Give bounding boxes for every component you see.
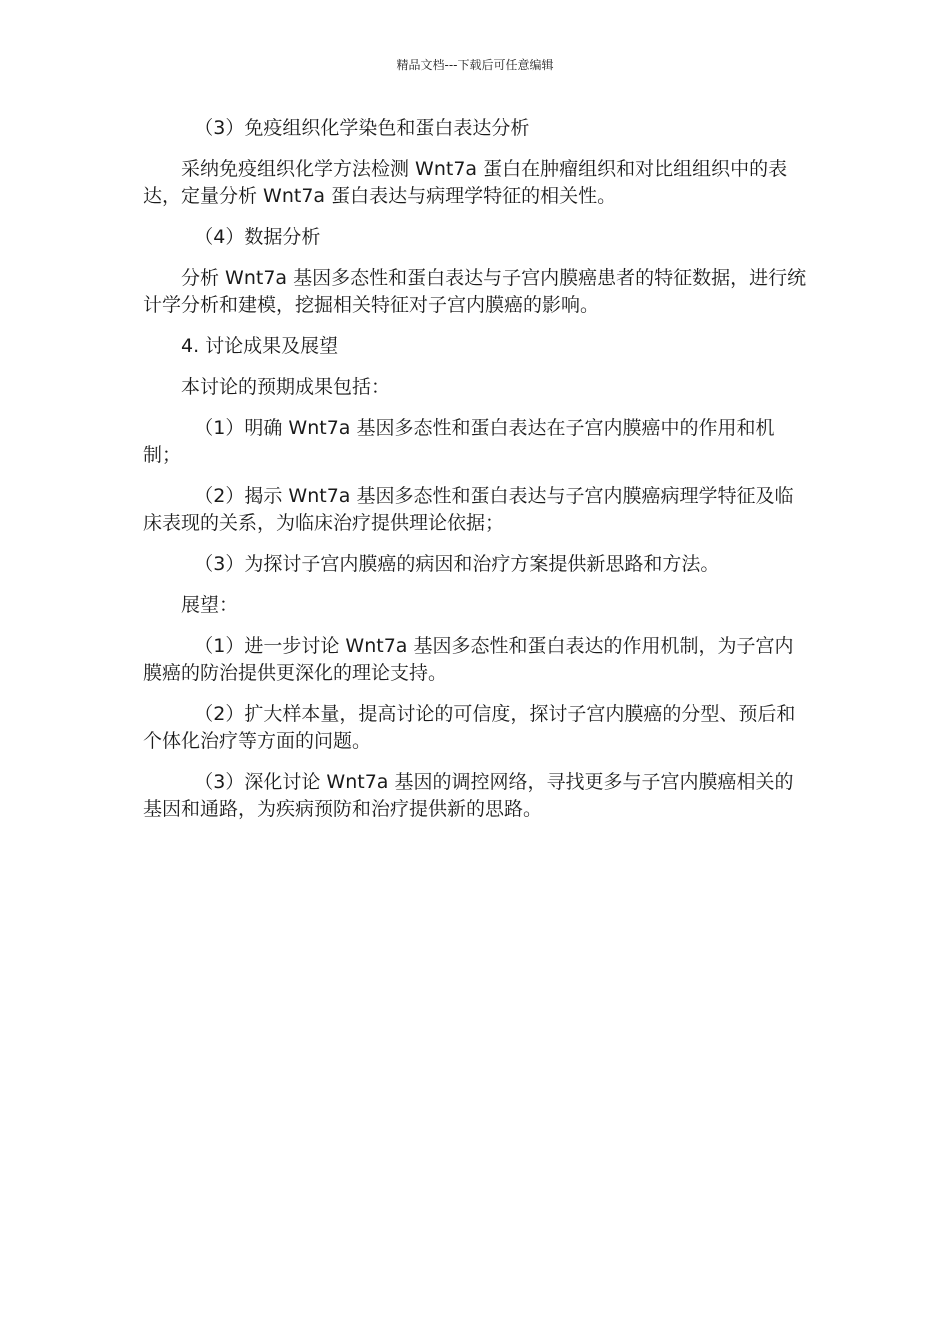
section-heading-4-data-analysis: （4）数据分析 <box>194 226 321 248</box>
paragraph-outlook-intro: 展望： <box>181 594 239 616</box>
list-item-outlook-1: （1）进一步讨论 Wnt7a 基因多态性和蛋白表达的作用机制，为子宫内膜癌的防治提供更深化的理论支持。 <box>143 635 794 684</box>
paragraph-expected-results-intro: 本讨论的预期成果包括： <box>181 376 391 398</box>
section-heading-results-outlook: 4. 讨论成果及展望 <box>181 335 339 357</box>
list-item-expected-result-2: （2）揭示 Wnt7a 基因多态性和蛋白表达与子宫内膜癌病理学特征及临床表现的关系，为临床治疗提供理论依据； <box>143 485 794 534</box>
paragraph-data-analysis: 分析 Wnt7a 基因多态性和蛋白表达与子宫内膜癌患者的特征数据，进行统计学分析和建模，挖掘相关特征对子宫内膜癌的影响。 <box>143 267 807 316</box>
section-heading-3-immunohistochemistry: （3）免疫组织化学染色和蛋白表达分析 <box>194 117 530 139</box>
paragraph-immunohistochemistry-method: 采纳免疫组织化学方法检测 Wnt7a 蛋白在肿瘤组织和对比组组织中的表达，定量分析 Wnt7a 蛋白表达与病理学特征的相关性。 <box>143 158 788 207</box>
list-item-expected-result-3: （3）为探讨子宫内膜癌的病因和治疗方案提供新思路和方法。 <box>194 553 720 575</box>
page-header: 精品文档---下载后可任意编辑 <box>396 58 554 72</box>
document-body <box>143 115 808 837</box>
list-item-expected-result-1: （1）明确 Wnt7a 基因多态性和蛋白表达在子宫内膜癌中的作用和机制； <box>143 417 775 466</box>
list-item-outlook-2: （2）扩大样本量，提高讨论的可信度，探讨子宫内膜癌的分型、预后和个体化治疗等方面的问题。 <box>143 703 796 752</box>
list-item-outlook-3: （3）深化讨论 Wnt7a 基因的调控网络，寻找更多与子宫内膜癌相关的基因和通路，为疾病预防和治疗提供新的思路。 <box>143 771 794 820</box>
